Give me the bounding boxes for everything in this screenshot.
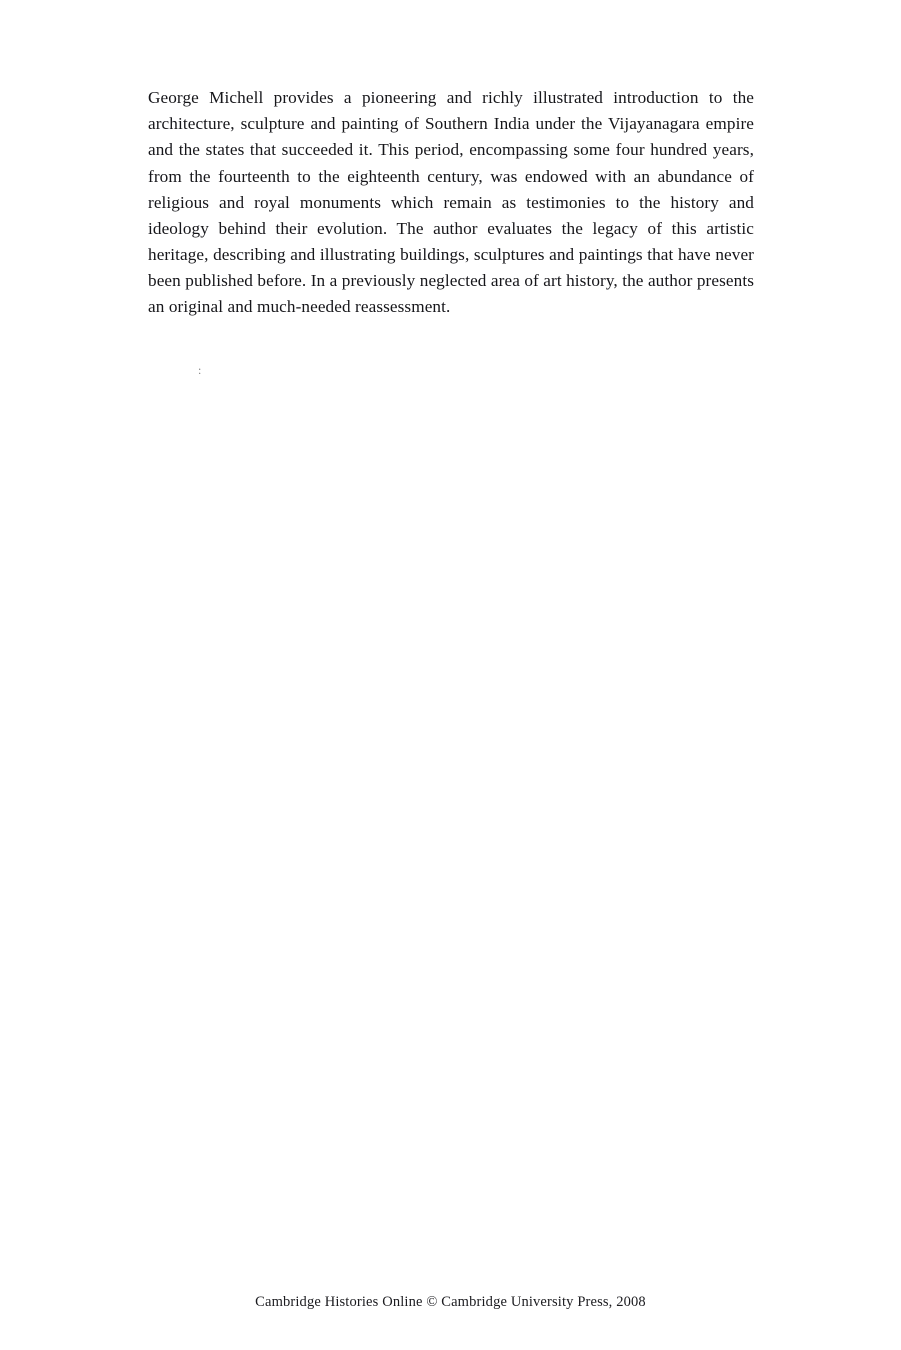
book-description-paragraph: George Michell provides a pioneering and richly illustrated introduction to the architecture, sculpture and painting of Southern India under the Vijayanagara empire and the states that succeeded it. This period, encompassing some four hundred years, from the fourteenth to the eighteenth century, was endowed with an abundance of religious and royal monuments which remain as testimonies to the history and ideology behind their evolution. The author evaluates the legacy of this artistic heritage, describing and illustrating buildings, sculptures and paintings that have never been published before. In a previously neglected area of art history, the author presents an original and much-needed reassessment. [148,88,754,317]
stray-ink-mark: : [198,363,202,377]
page-footer-copyright: Cambridge Histories Online © Cambridge University Press, 2008 [255,1294,646,1310]
